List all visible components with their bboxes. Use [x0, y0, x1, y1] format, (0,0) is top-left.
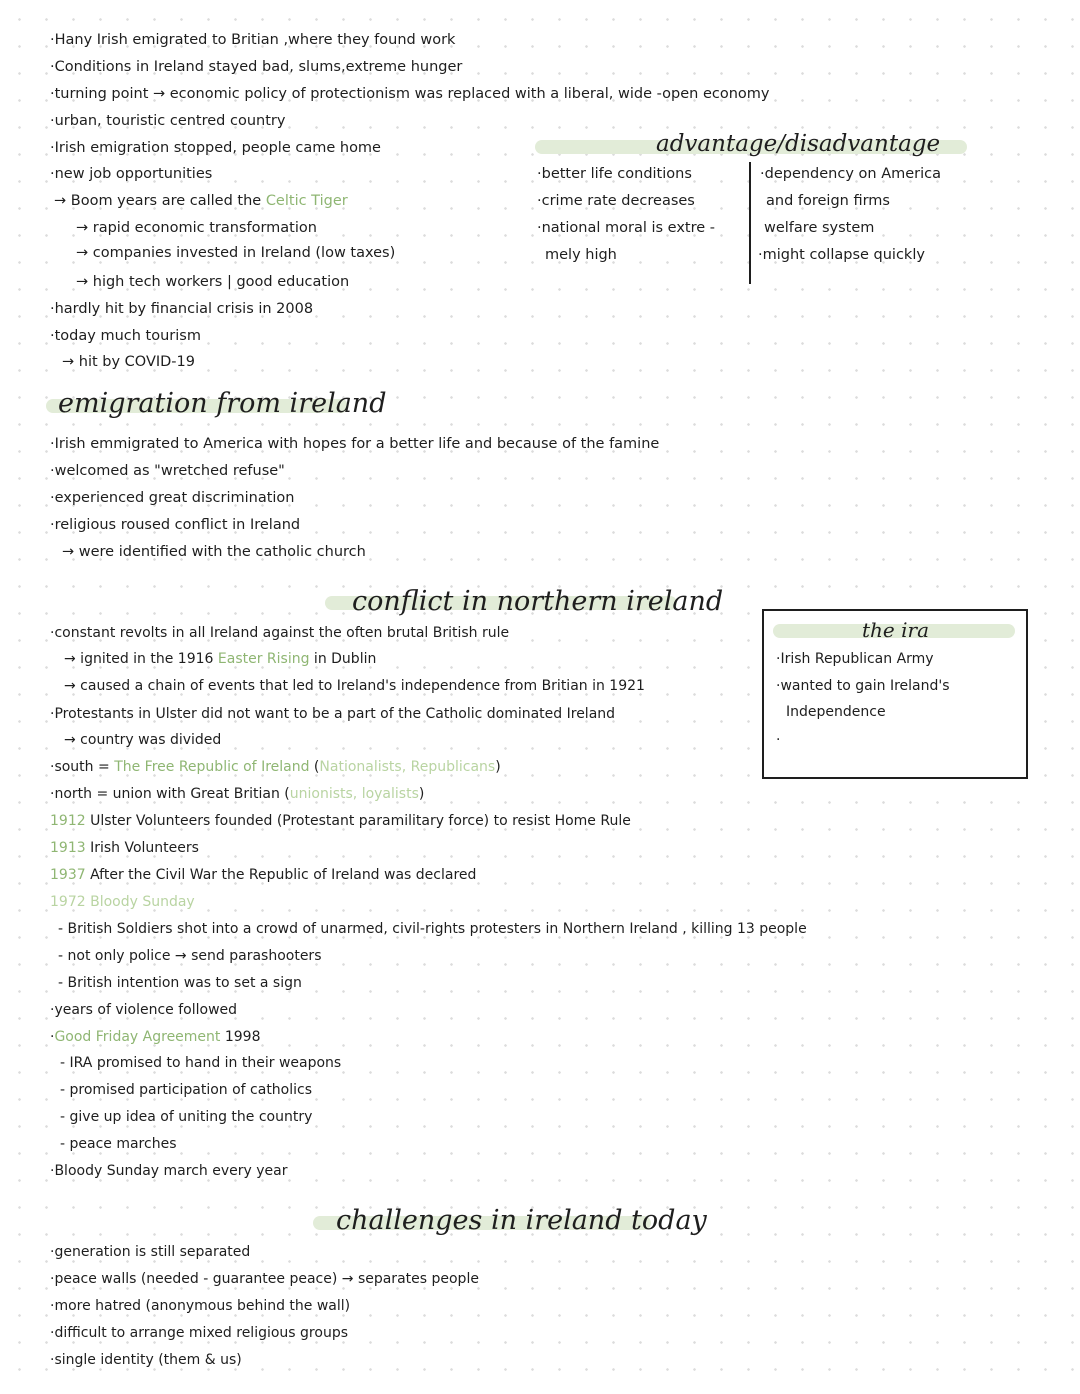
column-divider — [749, 162, 751, 284]
note-line: ·new job opportunities — [50, 166, 213, 182]
bloody-sunday-highlight: Bloody Sunday — [85, 894, 195, 910]
conflict-line: → caused a chain of events that led to Ireland's independence from Britian in 1921 — [64, 678, 645, 694]
timeline-1912 — [50, 812, 631, 830]
celtic-prefix: → Boom years are called the — [54, 193, 266, 209]
conflict-line: ·years of violence followed — [50, 1002, 238, 1018]
disadvantage-item: and foreign firms — [766, 193, 890, 209]
north-prefix: ·north = union with Great Britian ( — [50, 786, 290, 802]
ira-title: the ira — [862, 618, 929, 642]
bloody-sunday-point: - not only police → send parashooters — [58, 948, 322, 964]
disadvantage-item: ·might collapse quickly — [758, 247, 925, 263]
ira-line: · — [776, 732, 781, 748]
gfa-year: 1998 — [220, 1029, 261, 1045]
text-1912: Ulster Volunteers founded (Protestant paramilitary force) to resist Home Rule — [85, 813, 631, 829]
year-1913: 1913 — [50, 840, 86, 856]
challenges-title: challenges in ireland today — [336, 1205, 707, 1236]
celtic-tiger-highlight: Celtic Tiger — [265, 193, 348, 209]
emigration-line: → were identified with the catholic church — [62, 544, 366, 560]
timeline-1937 — [50, 866, 476, 884]
emigration-title: emigration from ireland — [58, 388, 387, 419]
emigration-line: ·religious roused conflict in Ireland — [50, 517, 301, 533]
conflict-line: ·constant revolts in all Ireland against the often brutal British rule — [50, 625, 510, 641]
bloody-sunday-point: - British intention was to set a sign — [58, 975, 302, 991]
ira-line: Independence — [786, 704, 886, 720]
disadvantage-item: welfare system — [764, 220, 875, 236]
conflict-line: ·Bloody Sunday march every year — [50, 1163, 288, 1179]
timeline-1972 — [50, 893, 195, 911]
year-1937: 1937 — [50, 867, 86, 883]
challenge-line: ·more hatred (anonymous behind the wall) — [50, 1298, 351, 1314]
advantage-item: mely high — [545, 247, 617, 263]
disadvantage-item: ·dependency on America — [760, 166, 942, 182]
nationalists-highlight: Nationalists, Republicans — [319, 759, 496, 775]
conflict-line — [64, 650, 376, 668]
ignited-prefix: → ignited in the 1916 — [64, 651, 218, 667]
challenge-line: ·generation is still separated — [50, 1244, 251, 1260]
advantage-title: advantage/disadvantage — [656, 131, 941, 157]
unionists-highlight: unionists, loyalists — [289, 786, 419, 802]
celtic-point: → companies invested in Ireland (low taxes) — [76, 245, 396, 261]
note-line: → hit by COVID-19 — [62, 354, 195, 370]
note-line: ·today much tourism — [50, 328, 201, 344]
gfa-point: - promised participation of catholics — [60, 1082, 313, 1098]
south-line — [50, 758, 501, 776]
year-1912: 1912 — [50, 813, 86, 829]
emigration-line: ·experienced great discrimination — [50, 490, 295, 506]
conflict-line: ·Protestants in Ulster did not want to be a part of the Catholic dominated Ireland — [50, 706, 616, 722]
note-line: ·hardly hit by financial crisis in 2008 — [50, 301, 314, 317]
advantage-item: ·national moral is extre - — [537, 220, 715, 236]
note-line: ·Irish emigration stopped, people came home — [50, 140, 381, 156]
celtic-point: → rapid economic transformation — [76, 220, 317, 236]
challenge-line: ·peace walls (needed - guarantee peace) → separates people — [50, 1271, 479, 1287]
note-line: ·Conditions in Ireland stayed bad, slums,extreme hunger — [50, 59, 463, 75]
ira-line: ·Irish Republican Army — [776, 651, 934, 667]
text-1937: After the Civil War the Republic of Ireland was declared — [85, 867, 477, 883]
note-line: ·Hany Irish emigrated to Britian ,where they found work — [50, 32, 456, 48]
paren-open: ( — [309, 759, 320, 775]
advantage-item: ·crime rate decreases — [537, 193, 695, 209]
ignited-suffix: in Dublin — [309, 651, 377, 667]
paren-close: ) — [418, 786, 425, 802]
bloody-sunday-point: - British Soldiers shot into a crowd of unarmed, civil-rights protesters in Northern Ireland , killing 13 people — [58, 921, 807, 937]
gfa-highlight: Good Friday Agreement — [54, 1029, 221, 1045]
year-1972: 1972 — [50, 894, 86, 910]
text-1913: Irish Volunteers — [85, 840, 199, 856]
north-line — [50, 785, 424, 803]
gfa-point: - peace marches — [60, 1136, 177, 1152]
celtic-tiger-line — [54, 192, 348, 210]
celtic-point: → high tech workers | good education — [76, 274, 350, 290]
emigration-line: ·Irish emmigrated to America with hopes for a better life and because of the famine — [50, 436, 660, 452]
easter-rising-highlight: Easter Rising — [217, 651, 310, 667]
challenge-line: ·difficult to arrange mixed religious groups — [50, 1325, 348, 1341]
challenge-line: ·single identity (them & us) — [50, 1352, 242, 1368]
conflict-title: conflict in northern ireland — [352, 586, 724, 617]
ira-line: ·wanted to gain Ireland's — [776, 678, 950, 694]
emigration-line: ·welcomed as "wretched refuse" — [50, 463, 285, 479]
south-prefix: ·south = — [50, 759, 115, 775]
gfa-point: - give up idea of uniting the country — [60, 1109, 313, 1125]
free-republic-highlight: The Free Republic of Ireland — [114, 759, 310, 775]
note-line: ·urban, touristic centred country — [50, 113, 286, 129]
gfa-line: ·Good Friday Agreement 1998 — [50, 1029, 261, 1045]
conflict-line: → country was divided — [64, 732, 222, 748]
advantage-item: ·better life conditions — [537, 166, 692, 182]
gfa-point: - IRA promised to hand in their weapons — [60, 1055, 342, 1071]
note-line: ·turning point → economic policy of protectionism was replaced with a liberal, wide -open economy — [50, 86, 770, 102]
timeline-1913 — [50, 839, 199, 857]
paren-close: ) — [495, 759, 501, 775]
